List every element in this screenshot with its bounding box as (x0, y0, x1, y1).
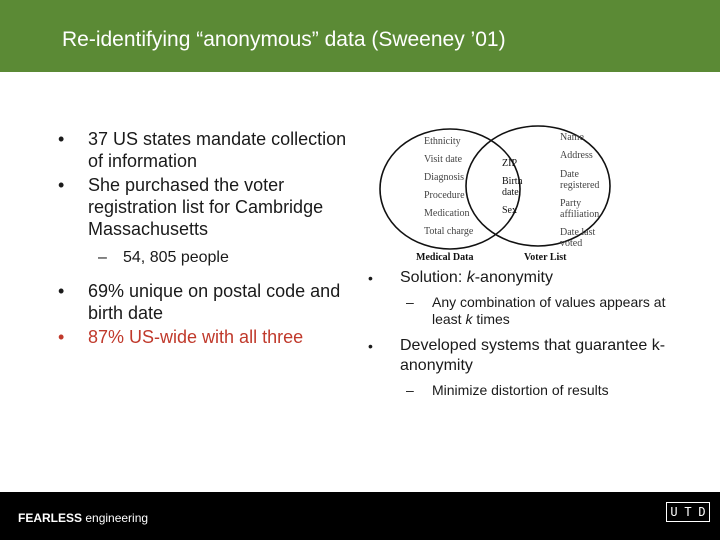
bullet-dot: • (58, 281, 65, 301)
right-sub-1-k: k (465, 311, 473, 327)
bullet-dot: • (58, 129, 65, 149)
left-bullet-2-text: She purchased the voter registration list for Cambridge Massachusetts (88, 175, 324, 239)
right-bullet-2-text: Developed systems that guarantee k-anonymity (400, 337, 666, 374)
slide-title: Re-identifying “anonymous” data (Sweeney ’01) (62, 28, 506, 51)
venn-right-item: Date (560, 169, 579, 180)
right-bullet-1-prefix: Solution: (400, 269, 467, 286)
title-bar (0, 0, 720, 72)
venn-left-label: Medical Data (416, 252, 474, 263)
bullet-dot: • (368, 270, 373, 286)
venn-right-item: voted (560, 238, 583, 249)
logo-letter: U (670, 505, 678, 519)
venn-right-item: Address (560, 150, 593, 161)
venn-right-item: Date last (560, 227, 596, 238)
venn-center-item: date (502, 187, 519, 198)
left-content (58, 128, 358, 350)
left-bullet-2 (58, 174, 358, 240)
venn-right-item: Party (560, 198, 582, 209)
left-sub-bullet (58, 248, 358, 268)
right-sub-1-suffix: times (472, 311, 510, 327)
left-sub-text: 54, 805 people (123, 249, 229, 266)
right-bullet-1-suffix: -anonymity (474, 269, 553, 286)
sub-dash: – (406, 294, 414, 310)
brand-rest: engineering (82, 511, 149, 525)
venn-center-item: Sex (502, 205, 517, 216)
left-bullet-1 (58, 128, 358, 172)
footer-brand (18, 511, 148, 525)
right-sub-1-prefix: Any combination of values appears at least (432, 294, 666, 327)
bullet-dot: • (368, 338, 373, 354)
left-bullet-4-text: 87% US-wide with all three (88, 327, 304, 347)
venn-right-item: Name (560, 132, 584, 143)
footer-bar (0, 492, 720, 540)
right-bullet-1 (368, 268, 678, 288)
left-bullet-3 (58, 280, 358, 324)
venn-right-item: registered (560, 180, 600, 191)
venn-left-item: Total charge (424, 226, 474, 237)
right-sub-1 (368, 294, 678, 328)
sub-dash: – (98, 249, 107, 266)
right-bullet-2 (368, 336, 678, 376)
venn-right-item: affiliation (560, 209, 600, 220)
right-sub-2 (368, 382, 678, 399)
logo-letter: D (698, 505, 706, 519)
utd-logo (666, 502, 710, 522)
left-bullet-1-text: 37 US states mandate collection of information (88, 129, 347, 171)
venn-left-item: Ethnicity (424, 136, 461, 147)
bullet-dot: • (58, 327, 65, 347)
venn-left-item: Diagnosis (424, 172, 464, 183)
venn-left-item: Visit date (424, 154, 463, 165)
sub-dash: – (406, 382, 414, 398)
venn-right-label: Voter List (524, 252, 567, 263)
right-content (368, 268, 678, 407)
venn-center-item: Birth (502, 176, 523, 187)
bullet-dot: • (58, 175, 65, 195)
right-bullet-1-k: k (466, 269, 475, 286)
venn-diagram (378, 124, 650, 264)
venn-left-item: Medication (424, 208, 470, 219)
venn-center-item: ZIP (502, 158, 517, 169)
brand-bold: FEARLESS (18, 511, 83, 525)
left-bullet-4 (58, 326, 358, 348)
left-bullet-3-text: 69% unique on postal code and birth date (88, 281, 341, 323)
right-sub-2-text: Minimize distortion of results (432, 382, 609, 398)
venn-left-item: Procedure (424, 190, 465, 201)
logo-letter: T (684, 505, 692, 519)
